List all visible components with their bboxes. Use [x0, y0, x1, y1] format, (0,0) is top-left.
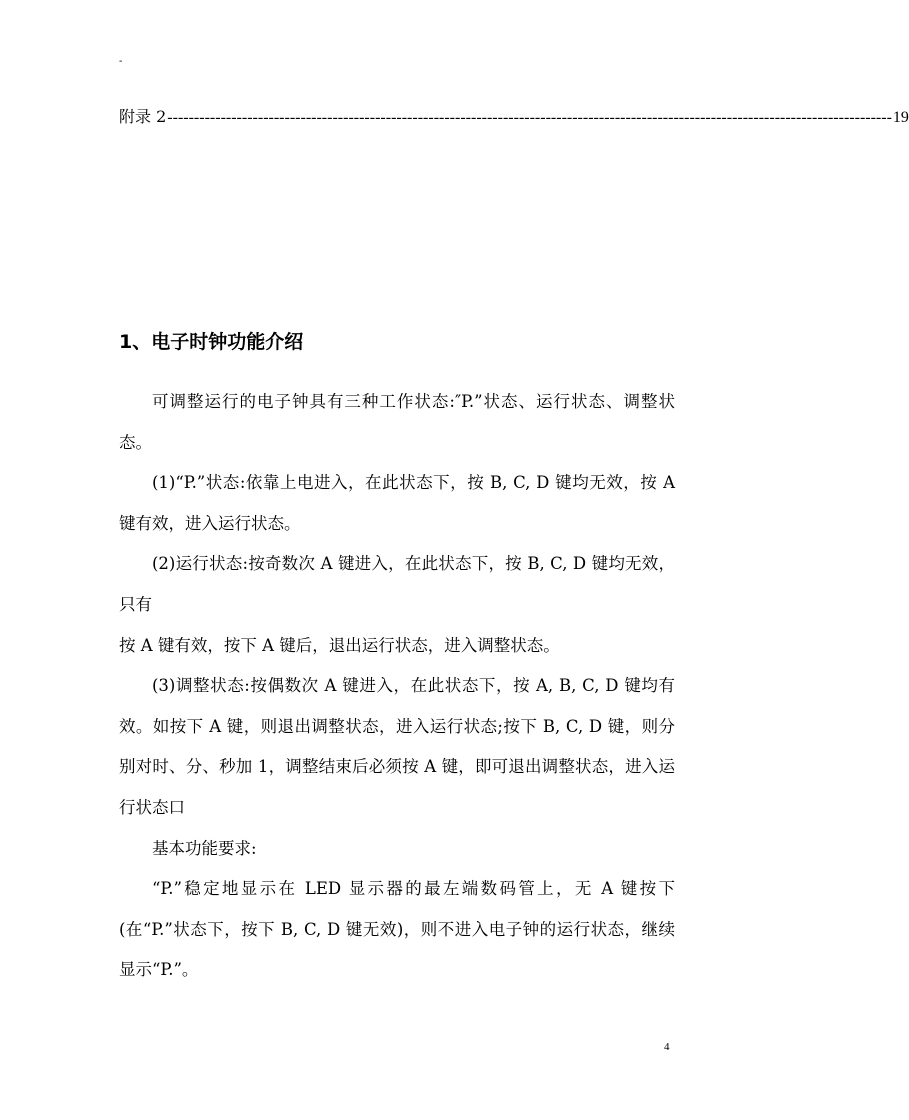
paragraph-adjust-state: (3)调整状态:按偶数次 A 键进入，在此状态下，按 A, B, C, D 键均有效。如按下 A 键，则退出调整状态，进入运行状态;按下 B, C, D 键，则分别对时、分、秒加 1，调整结束后必须按 A 键，即可退出调整状态，进入运行状态口 [119, 676, 675, 817]
paragraph-basic-requirements: 基本功能要求: [152, 838, 257, 858]
toc-label: 附录 2 [119, 107, 167, 126]
toc-leader-dots: ---------------------------------------------------------------------------------------------------------------------------------------- [167, 109, 892, 126]
section-heading: 1、电子时钟功能介绍 [119, 331, 304, 353]
paragraph-intro: 可调整运行的电子钟具有三种工作状态:″P.”状态、运行状态、调整状态。 [119, 392, 675, 452]
toc-entry [119, 106, 909, 129]
toc-page-number: 19 [892, 109, 909, 126]
paragraph-run-state-continued: 按 A 键有效，按下 A 键后，退出运行状态，进入调整状态。 [119, 635, 560, 655]
header-mark: - [119, 56, 123, 67]
page-number: 4 [664, 1041, 670, 1053]
paragraph-p-display: “P.”稳定地显示在 LED 显示器的最左端数码管上，无 A 键按下(在“P.”状态下，按下 B, C, D 键无效)，则不进入电子钟的运行状态，继续显示“P.”。 [119, 879, 675, 980]
paragraph-run-state: (2)运行状态:按奇数次 A 键进入，在此状态下，按 B, C, D 键均无效，只有 [119, 554, 675, 614]
section-body [119, 382, 675, 991]
paragraph-p-state: (1)“P.”状态:依靠上电进入，在此状态下，按 B, C, D 键均无效，按 A 键有效，进入运行状态。 [119, 473, 675, 533]
